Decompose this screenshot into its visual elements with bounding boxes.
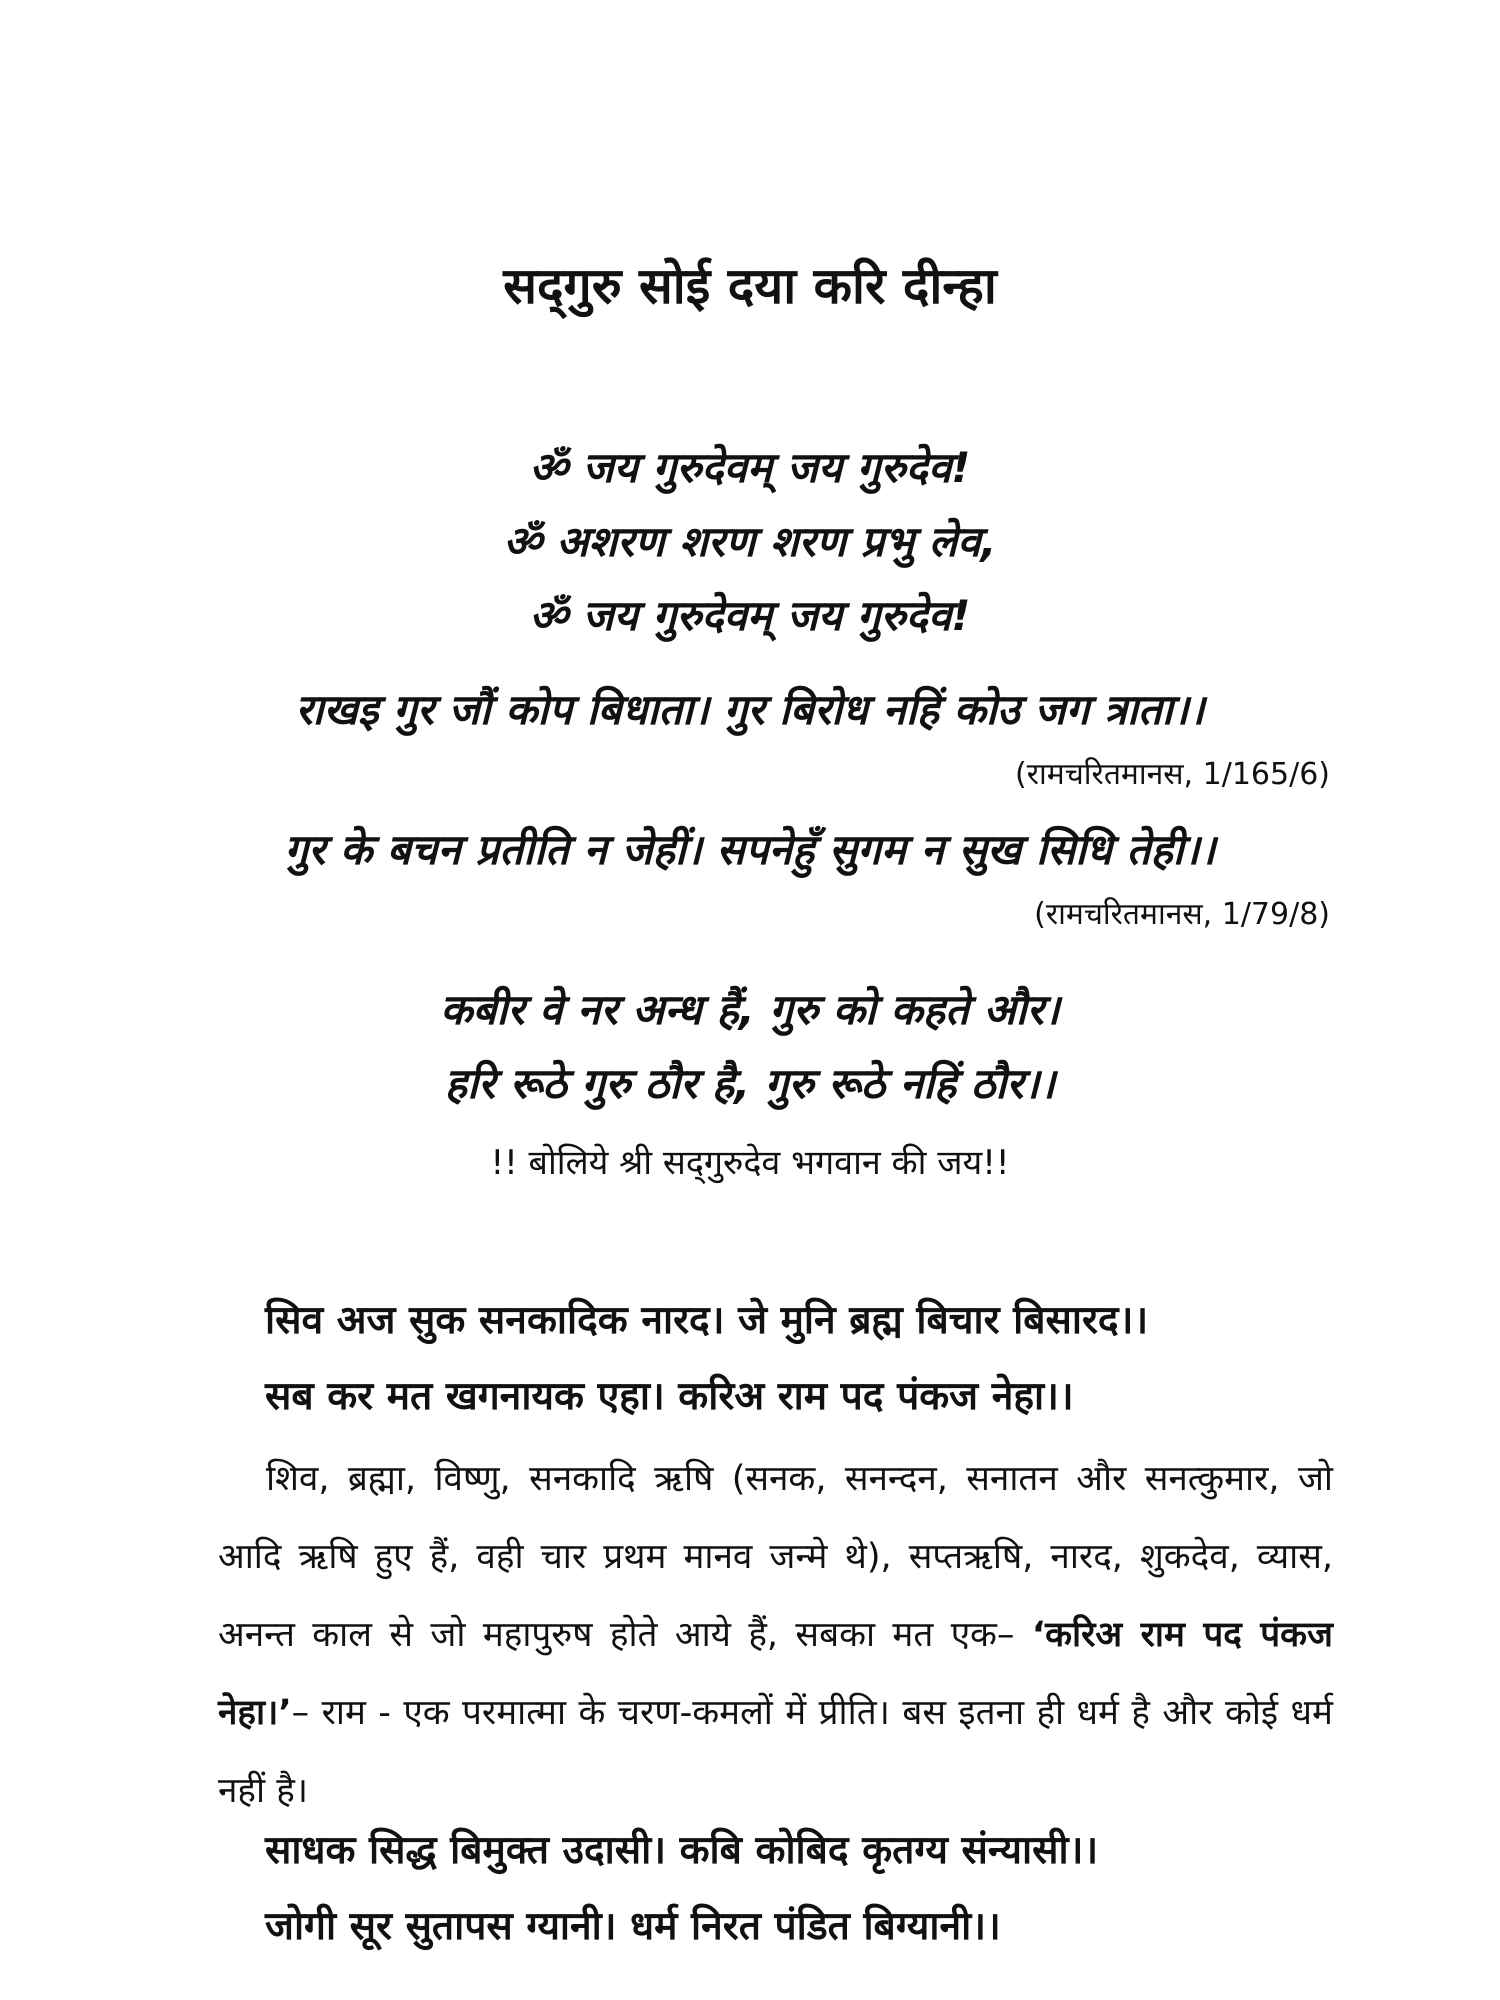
chaupai-2-line-2: जोगी सूर सुतापस ग्यानी। धर्म निरत पंडित बिग्यानी।।	[265, 1904, 1001, 1949]
chaupai-1-line-2: सब कर मत खगनायक एहा। करिअ राम पद पंकज नेहा।।	[265, 1374, 1074, 1419]
invocation-line-1: ॐ जय गुरुदेवम्‌ जय गुरुदेव!	[529, 443, 971, 492]
page-title: सद्‌गुरु सोई दया करि दीन्हा	[503, 257, 997, 315]
paragraph-text-start: शिव, ब्रह्मा, विष्णु, सनकादि ऋषि (सनक, सनन्दन, सनातन और सनत्कुमार, जो आदि ऋषि हुए हैं, वही चार प्रथम मानव जन्मे थे), सप्तऋषि, नारद, शुकदेव, व्यास, अनन्त काल से जो महापुरुष होते आये हैं, सबका मत एक–	[218, 1459, 1333, 1655]
invocation-line-2: ॐ अशरण शरण शरण प्रभु लेव,	[503, 517, 997, 566]
couplet-1-reference: (रामचरितमानस, 1/165/6)	[1015, 757, 1330, 792]
paragraph-bold-quote: ‘करिअ राम पद पंकज नेहा।’	[218, 1615, 1333, 1733]
ramcharitmanas-couplet-2: गुर के बचन प्रतीति न जेहीं। सपनेहुँ सुगम न सुख सिधि तेही।।	[284, 825, 1216, 874]
chaupai-1-line-1: सिव अज सुक सनकादिक नारद। जे मुनि ब्रह्म बिचार बिसारद।।	[265, 1298, 1149, 1343]
jay-proclamation: !! बोलिये श्री सद्‌गुरुदेव भगवान की जय!!	[490, 1143, 1010, 1183]
couplet-2-reference: (रामचरितमानस, 1/79/8)	[1034, 897, 1330, 932]
invocation-line-3: ॐ जय गुरुदेवम्‌ जय गुरुदेव!	[529, 591, 971, 640]
kabir-doha-line-2: हरि रूठे गुरु ठौर है, गुरु रूठे नहिं ठौर।।	[444, 1059, 1056, 1108]
paragraph-text-end: – राम - एक परमात्मा के चरण-कमलों में प्रीति। बस इतना ही धर्म है और कोई धर्म नहीं है।	[218, 1693, 1333, 1811]
commentary-paragraph	[218, 1440, 1333, 1830]
kabir-doha-line-1: कबीर वे नर अन्ध हैं, गुरु को कहते और।	[440, 985, 1060, 1034]
chaupai-2-line-1: साधक सिद्ध बिमुक्त उदासी। कबि कोबिद कृतग्य संन्यासी।।	[265, 1828, 1099, 1873]
ramcharitmanas-couplet-1: राखइ गुर जौं कोप बिधाता। गुर बिरोध नहिं कोउ जग त्राता।।	[295, 685, 1205, 734]
